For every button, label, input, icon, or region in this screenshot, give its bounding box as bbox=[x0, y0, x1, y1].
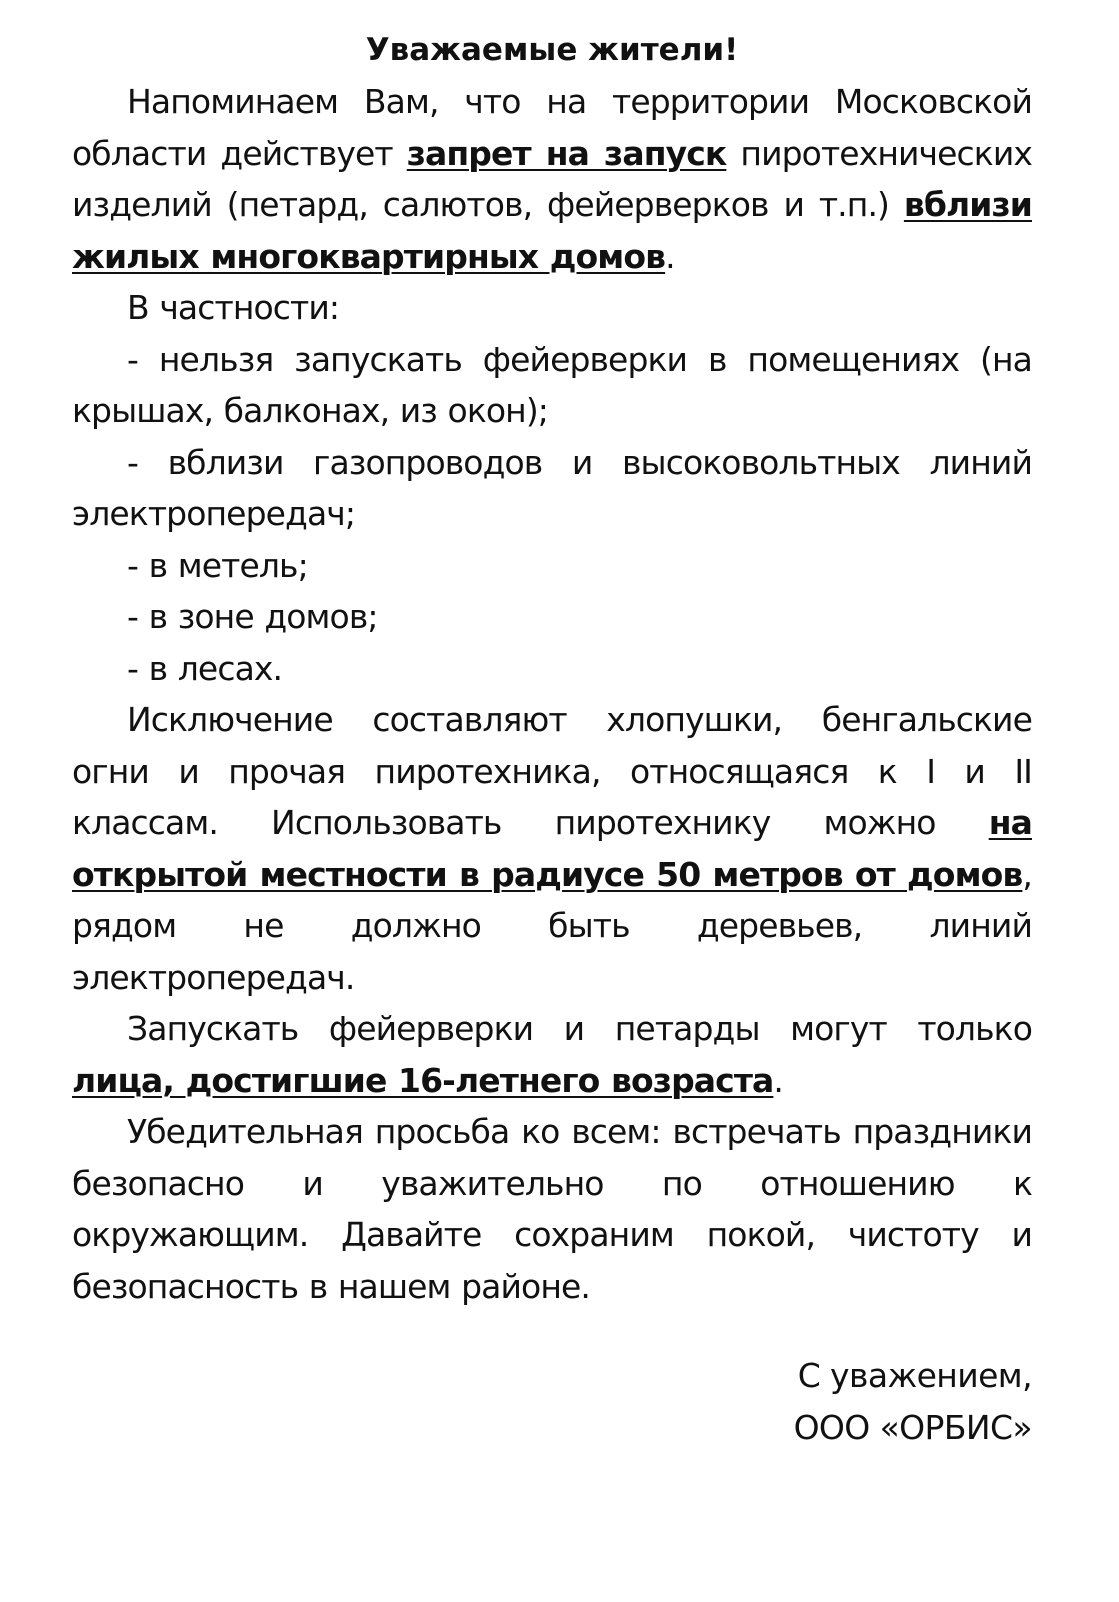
in-particular-heading: В частности: bbox=[127, 288, 340, 327]
rule-item-forests: - в лесах. bbox=[127, 648, 283, 688]
age-limit-emphasis: лица, достигшие 16-летнего возраста bbox=[72, 1060, 774, 1100]
age-paragraph bbox=[72, 1003, 1032, 1106]
exception-text-2: , рядом не должно быть деревьев, линий электропередач. bbox=[72, 854, 1032, 997]
rule-item-indoors: - нельзя запускать фейерверки в помещениях (на крышах, балконах, из окон); bbox=[72, 339, 1032, 430]
intro-text-2: пиротехнических изделий (петард, салютов, фейерверков и т.п.) bbox=[72, 133, 1032, 224]
signature-closing: С уважением, bbox=[797, 1356, 1032, 1395]
open-area-emphasis: на открытой местности в радиусе 50 метров от домов bbox=[72, 803, 1032, 894]
exception-text-1: Исключение составляют хлопушки, бенгальские огни и прочая пиротехника, относящаяся к I и II классам. Использовать пиротехнику можно bbox=[72, 700, 1032, 842]
intro-text-1: Напоминаем Вам, что на территории Московской области действует bbox=[72, 82, 1032, 173]
intro-paragraph bbox=[72, 76, 1032, 282]
residential-buildings-emphasis: вблизи жилых многоквартирных домов bbox=[72, 185, 1032, 276]
notice-document bbox=[72, 26, 1032, 1312]
notice-title: Уважаемые жители! bbox=[365, 32, 739, 68]
exception-paragraph bbox=[72, 694, 1032, 1003]
rule-item-blizzard: - в метель; bbox=[127, 545, 308, 585]
request-paragraph: Убедительная просьба ко всем: встречать праздники безопасно и уважительно по отношению к окружающим. Давайте сохраним покой, чистоту и безопасность в нашем районе. bbox=[72, 1112, 1032, 1306]
signature-organization: ООО «ОРБИС» bbox=[793, 1408, 1032, 1447]
age-text-2: . bbox=[773, 1060, 784, 1100]
signature-block bbox=[794, 1350, 1032, 1454]
age-text-1: Запускать фейерверки и петарды могут только bbox=[127, 1009, 1032, 1048]
rule-item-gas-lines: - вблизи газопроводов и высоковольтных линий электропередач; bbox=[72, 442, 1032, 533]
intro-text-3: . bbox=[665, 236, 675, 276]
launch-ban-emphasis: запрет на запуск bbox=[406, 133, 727, 173]
rule-item-houses: - в зоне домов; bbox=[127, 597, 378, 636]
